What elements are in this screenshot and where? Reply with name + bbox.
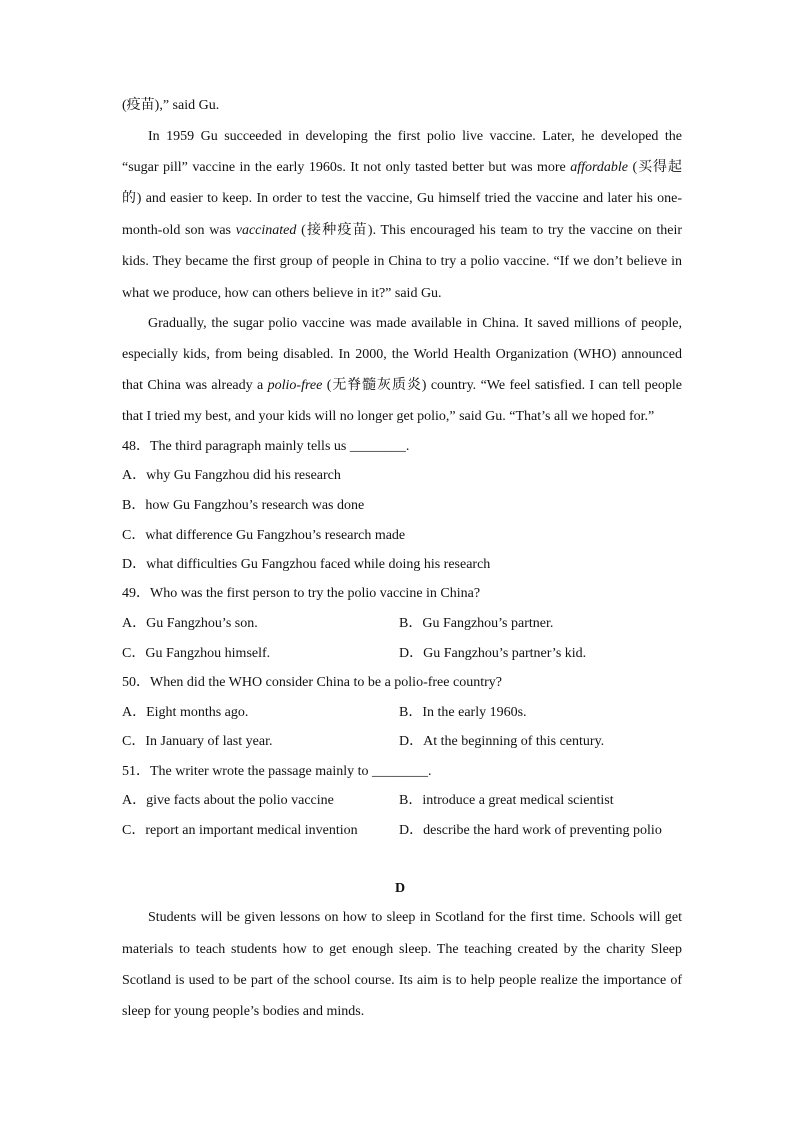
text-run: month-old son was: [122, 223, 236, 238]
question-50-option-a[interactable]: A．Eight months ago.: [122, 705, 249, 720]
question-51-option-d[interactable]: D．describe the hard work of preventing polio: [399, 823, 662, 838]
question-49-option-d[interactable]: D．Gu Fangzhou’s partner’s kid.: [399, 646, 587, 661]
passage-c-line: [122, 158, 682, 178]
passage-c-line: kids. They became the first group of people in China to try a polio vaccine. “If we don’t believe in: [122, 254, 682, 269]
question-48-option-b[interactable]: B．how Gu Fangzhou’s research was done: [122, 498, 365, 513]
text-run: that China was already a: [122, 378, 268, 393]
question-51-stem: 51．The writer wrote the passage mainly to ________.: [122, 764, 432, 779]
question-50-option-d[interactable]: D．At the beginning of this century.: [399, 734, 605, 749]
question-49-stem: 49．Who was the first person to try the polio vaccine in China?: [122, 586, 481, 601]
question-49-option-c[interactable]: C．Gu Fangzhou himself.: [122, 646, 271, 661]
passage-c-line: what we produce, how can others believe in it?” said Gu.: [122, 286, 442, 301]
passage-c-line: that I tried my best, and your kids will no longer get polio,” said Gu. “That’s all we hoped for.”: [122, 409, 655, 424]
question-51-option-b[interactable]: B．introduce a great medical scientist: [399, 793, 614, 808]
text-run: (无脊髓灰质炎) country. “We feel satisfied. I can tell people: [322, 378, 682, 393]
passage-c-line: especially kids, from being disabled. In 2000, the World Health Organization (WHO) announced: [122, 347, 682, 362]
passage-d-line: Students will be given lessons on how to sleep in Scotland for the first time. Schools will get: [148, 910, 682, 925]
vocab-term: polio-free: [267, 378, 323, 393]
question-48-stem: 48．The third paragraph mainly tells us ________.: [122, 439, 410, 454]
question-49-option-b[interactable]: B．Gu Fangzhou’s partner.: [399, 616, 554, 631]
question-48-option-a[interactable]: A．why Gu Fangzhou did his research: [122, 468, 341, 483]
question-50-option-c[interactable]: C．In January of last year.: [122, 734, 273, 749]
passage-d-heading: D: [394, 881, 406, 896]
question-48-option-c[interactable]: C．what difference Gu Fangzhou’s research made: [122, 528, 406, 543]
passage-c-line: In 1959 Gu succeeded in developing the first polio live vaccine. Later, he developed the: [148, 129, 682, 144]
text-run: (接种疫苗). This encouraged his team to try the vaccine on their: [296, 223, 683, 238]
passage-d-line: sleep for young people’s bodies and minds.: [122, 1004, 365, 1019]
passage-c-line: 的) and easier to keep. In order to test the vaccine, Gu himself tried the vaccine and later his one-: [122, 191, 682, 206]
passage-c-line: (疫苗),” said Gu.: [122, 98, 220, 113]
question-50-stem: 50．When did the WHO consider China to be a polio-free country?: [122, 675, 502, 690]
vocab-term: vaccinated: [235, 223, 297, 238]
question-50-option-b[interactable]: B．In the early 1960s.: [399, 705, 527, 720]
text-run: “sugar pill” vaccine in the early 1960s. It not only tasted better but was more: [122, 160, 571, 175]
passage-c-line: [122, 221, 682, 241]
vocab-term: affordable: [570, 160, 629, 175]
question-49-option-a[interactable]: A．Gu Fangzhou’s son.: [122, 616, 258, 631]
passage-d-line: materials to teach students how to get enough sleep. The teaching created by the charity Sleep: [122, 942, 682, 957]
question-51-option-c[interactable]: C．report an important medical invention: [122, 823, 358, 838]
text-run: (买得起: [628, 160, 682, 175]
question-48-option-d[interactable]: D．what difficulties Gu Fangzhou faced while doing his research: [122, 557, 491, 572]
passage-c-line: Gradually, the sugar polio vaccine was made available in China. It saved millions of people,: [148, 316, 682, 331]
passage-d-line: Scotland is used to be part of the school course. Its aim is to help people realize the importance of: [122, 973, 682, 988]
question-51-option-a[interactable]: A．give facts about the polio vaccine: [122, 793, 334, 808]
passage-c-line: [122, 376, 682, 396]
